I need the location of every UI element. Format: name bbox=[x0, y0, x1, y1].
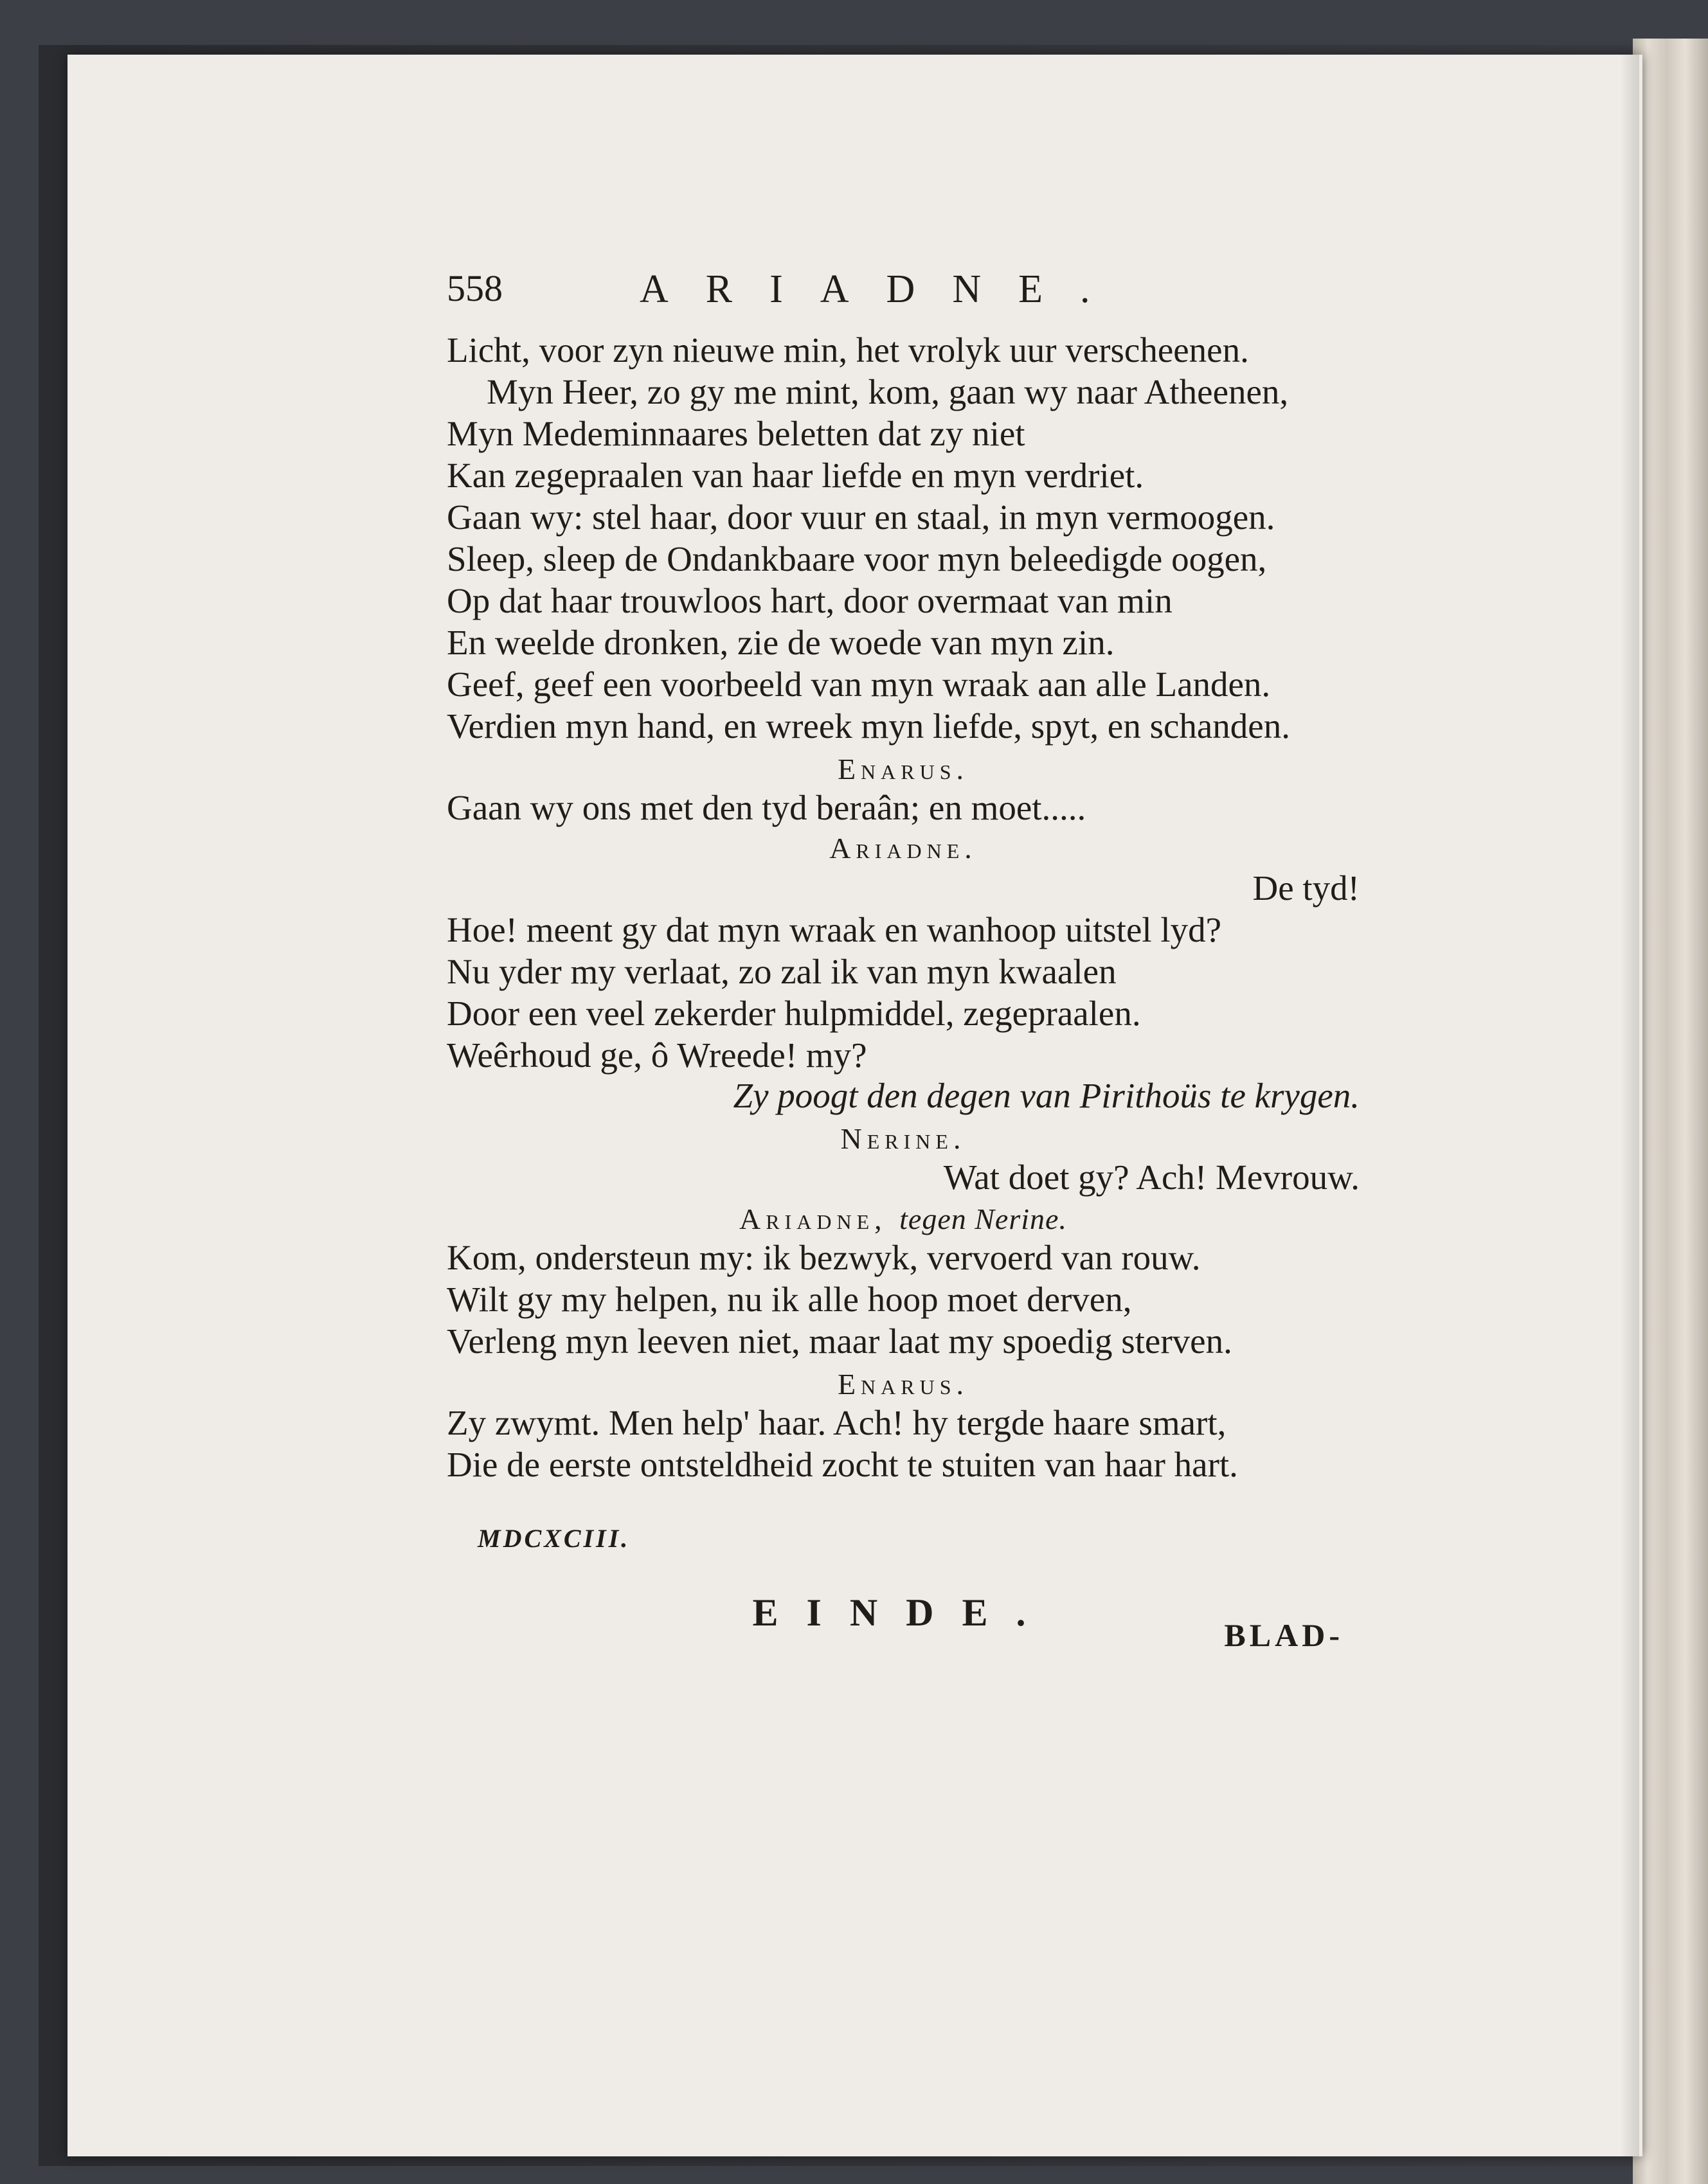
verse-line: Wilt gy my helpen, nu ik alle hoop moet derven, bbox=[447, 1280, 1132, 1319]
verse-line: De tyd! bbox=[1252, 868, 1360, 908]
speaker-direction: tegen Nerine. bbox=[899, 1203, 1067, 1235]
catchword: BLAD- bbox=[1224, 1617, 1344, 1653]
verse-line: Hoe! meent gy dat myn wraak en wanhoop uitstel lyd? bbox=[447, 910, 1222, 949]
running-title: ARIADNE. bbox=[640, 267, 1128, 311]
verse-line: Sleep, sleep de Ondankbaare voor myn beleedigde oogen, bbox=[447, 539, 1267, 578]
speaker-heading bbox=[447, 1202, 1360, 1236]
verse-line: Gaan wy ons met den tyd beraân; en moet..... bbox=[447, 788, 1086, 827]
verse-line: Gaan wy: stel haar, door vuur en staal, in myn vermoogen. bbox=[447, 497, 1275, 537]
verse-line: Kom, ondersteun my: ik bezwyk, vervoerd van rouw. bbox=[447, 1238, 1201, 1277]
verse-line: Myn Medeminnaares beletten dat zy niet bbox=[447, 414, 1025, 453]
verse-line: Geef, geef een voorbeeld van myn wraak aan alle Landen. bbox=[447, 665, 1271, 704]
verse-line: Verleng myn leeven niet, maar laat my spoedig sterven. bbox=[447, 1321, 1232, 1361]
book-page-edges bbox=[1633, 39, 1708, 2184]
verse-line: Op dat haar trouwloos hart, door overmaat van min bbox=[447, 581, 1173, 620]
speaker-name: Enarus. bbox=[837, 753, 969, 785]
verse-line: Kan zegepraalen van haar liefde en myn verdriet. bbox=[447, 456, 1144, 495]
speaker-name: Ariadne, bbox=[739, 1203, 887, 1235]
verse-line: Wat doet gy? Ach! Mevrouw. bbox=[943, 1158, 1360, 1197]
verse-line: Door een veel zekerder hulpmiddel, zegepraalen. bbox=[447, 994, 1141, 1033]
verse-line: En weelde dronken, zie de woede van myn zin. bbox=[447, 623, 1115, 662]
end-heading: EINDE. bbox=[752, 1591, 1054, 1634]
speaker-name: Nerine. bbox=[840, 1122, 966, 1155]
verse-line: Verdien myn hand, en wreek myn liefde, spyt, en schanden. bbox=[447, 706, 1290, 746]
verse-line: Licht, voor zyn nieuwe min, het vrolyk uur verscheenen. bbox=[447, 330, 1249, 370]
verse-line: Die de eerste ontsteldheid zocht te stuiten van haar hart. bbox=[447, 1445, 1238, 1484]
speaker-name: Enarus. bbox=[837, 1368, 969, 1401]
verse-line: Zy zwymt. Men help' haar. Ach! hy tergde haare smart, bbox=[447, 1403, 1227, 1442]
stage-direction: Zy poogt den degen van Pirithoüs te krygen. bbox=[733, 1076, 1360, 1115]
verse-line: Nu yder my verlaat, zo zal ik van myn kwaalen bbox=[447, 952, 1117, 991]
page-gutter-shadow bbox=[1620, 55, 1639, 2156]
verse-line: Myn Heer, zo gy me mint, kom, gaan wy naar Atheenen, bbox=[487, 372, 1289, 411]
date-line: MDCXCIII. bbox=[478, 1524, 631, 1553]
verse-line: Weêrhoud ge, ô Wreede! my? bbox=[447, 1035, 867, 1075]
speaker-name: Ariadne. bbox=[829, 832, 977, 864]
page-text-block bbox=[447, 267, 1360, 1681]
page-number: 558 bbox=[447, 267, 503, 309]
